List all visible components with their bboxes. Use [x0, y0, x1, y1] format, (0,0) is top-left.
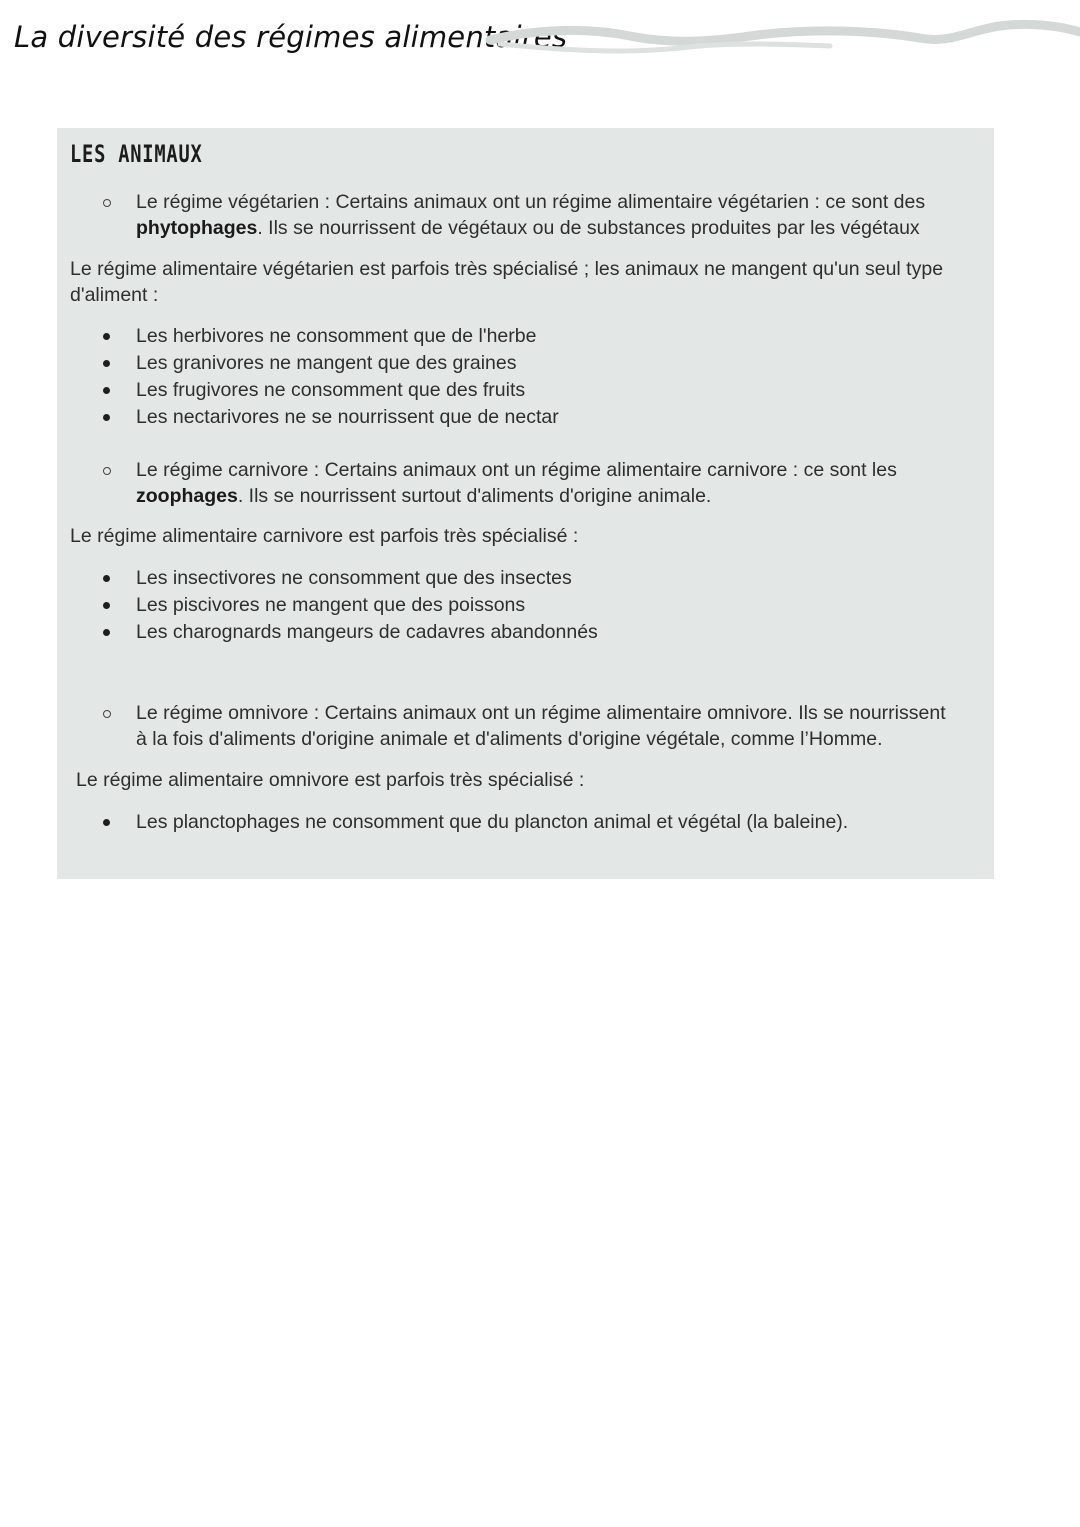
vegetarien-para-line1: Le régime alimentaire végétarien est parfois très spécialisé ; les animaux ne mangent qu'un seul type [70, 258, 944, 280]
term-phytophages: phytophages [136, 217, 258, 239]
list-item: Les planctophages ne consomment que du plancton animal et végétal (la baleine). [136, 811, 849, 833]
carnivore-intro-line2-rest: . Ils se nourrissent surtout d'aliments d'origine animale. [237, 485, 712, 507]
bullet-dot-icon [103, 414, 110, 421]
list-item: Les granivores ne mangent que des graines [136, 352, 517, 374]
page-title: La diversité des régimes alimentaires [14, 20, 568, 54]
bullet-dot-icon [103, 333, 110, 340]
bullet-dot-icon [103, 575, 110, 582]
list-item: Les insectivores ne consomment que des insectes [136, 567, 572, 589]
circle-bullet-icon [103, 710, 111, 718]
term-zoophages: zoophages [136, 485, 238, 507]
decorative-brush-stroke [480, 14, 1080, 64]
bullet-dot-icon [103, 629, 110, 636]
circle-bullet-icon [103, 467, 111, 475]
vegetarien-intro-line2 [136, 215, 920, 241]
bullet-dot-icon [103, 819, 110, 826]
list-item: Les frugivores ne consomment que des fruits [136, 379, 526, 401]
bullet-dot-icon [103, 602, 110, 609]
circle-bullet-icon [103, 199, 111, 207]
carnivore-intro-line1: Le régime carnivore : Certains animaux ont un régime alimentaire carnivore : ce sont les [136, 459, 897, 481]
vegetarien-para-line2: d'aliment : [70, 284, 159, 306]
omnivore-para: Le régime alimentaire omnivore est parfois très spécialisé : [76, 769, 585, 791]
omnivore-intro-line2: à la fois d'aliments d'origine animale et d'aliments d'origine végétale, comme l’Homme. [136, 728, 883, 750]
section-heading: LES ANIMAUX [70, 140, 203, 168]
vegetarien-intro-line2-rest: . Ils se nourrissent de végétaux ou de substances produites par les végétaux [257, 217, 920, 239]
bullet-dot-icon [103, 387, 110, 394]
list-item: Les herbivores ne consomment que de l'herbe [136, 325, 537, 347]
bullet-dot-icon [103, 360, 110, 367]
carnivore-intro-line2 [136, 483, 711, 509]
list-item: Les charognards mangeurs de cadavres abandonnés [136, 621, 598, 643]
omnivore-intro-line1: Le régime omnivore : Certains animaux ont un régime alimentaire omnivore. Ils se nourrissent [136, 702, 946, 724]
carnivore-para: Le régime alimentaire carnivore est parfois très spécialisé : [70, 525, 579, 547]
list-item: Les piscivores ne mangent que des poissons [136, 594, 526, 616]
vegetarien-intro-line1: Le régime végétarien : Certains animaux ont un régime alimentaire végétarien : ce sont des [136, 191, 926, 213]
list-item: Les nectarivores ne se nourrissent que de nectar [136, 406, 559, 428]
